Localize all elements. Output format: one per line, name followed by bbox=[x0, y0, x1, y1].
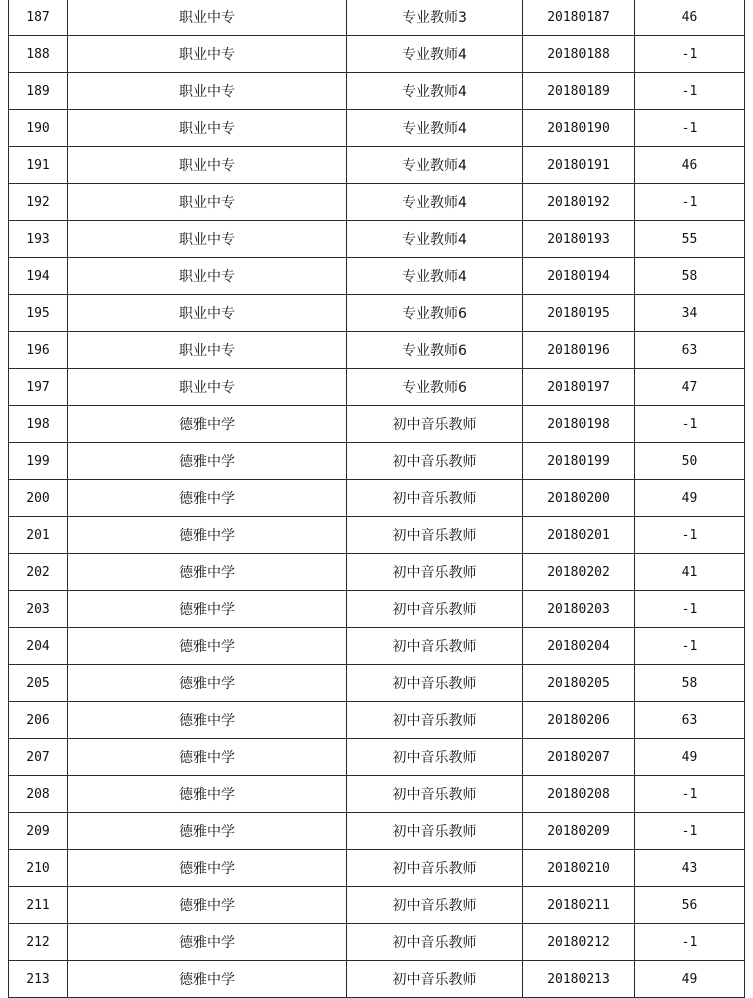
cell-position: 初中音乐教师 bbox=[347, 443, 523, 480]
cell-position: 专业教师4 bbox=[347, 73, 523, 110]
cell-row-number: 208 bbox=[9, 776, 68, 813]
cell-position: 专业教师4 bbox=[347, 221, 523, 258]
cell-score: -1 bbox=[635, 36, 745, 73]
cell-school: 德雅中学 bbox=[68, 591, 347, 628]
cell-candidate-id: 20180209 bbox=[523, 813, 635, 850]
cell-row-number: 192 bbox=[9, 184, 68, 221]
cell-row-number: 194 bbox=[9, 258, 68, 295]
cell-row-number: 195 bbox=[9, 295, 68, 332]
cell-position: 初中音乐教师 bbox=[347, 887, 523, 924]
cell-row-number: 204 bbox=[9, 628, 68, 665]
cell-candidate-id: 20180189 bbox=[523, 73, 635, 110]
cell-score: -1 bbox=[635, 628, 745, 665]
cell-school: 德雅中学 bbox=[68, 480, 347, 517]
cell-candidate-id: 20180207 bbox=[523, 739, 635, 776]
cell-score: -1 bbox=[635, 184, 745, 221]
cell-candidate-id: 20180197 bbox=[523, 369, 635, 406]
table-row bbox=[9, 776, 745, 813]
cell-position: 初中音乐教师 bbox=[347, 665, 523, 702]
table-row bbox=[9, 406, 745, 443]
table-row bbox=[9, 850, 745, 887]
results-table bbox=[8, 0, 745, 998]
cell-position: 专业教师6 bbox=[347, 369, 523, 406]
cell-row-number: 211 bbox=[9, 887, 68, 924]
cell-row-number: 197 bbox=[9, 369, 68, 406]
cell-position: 初中音乐教师 bbox=[347, 480, 523, 517]
table-row bbox=[9, 0, 745, 36]
cell-school: 德雅中学 bbox=[68, 665, 347, 702]
cell-score: 49 bbox=[635, 739, 745, 776]
cell-row-number: 210 bbox=[9, 850, 68, 887]
cell-score: -1 bbox=[635, 517, 745, 554]
table-row bbox=[9, 591, 745, 628]
cell-school: 职业中专 bbox=[68, 258, 347, 295]
cell-candidate-id: 20180211 bbox=[523, 887, 635, 924]
cell-candidate-id: 20180202 bbox=[523, 554, 635, 591]
cell-row-number: 188 bbox=[9, 36, 68, 73]
cell-position: 初中音乐教师 bbox=[347, 739, 523, 776]
cell-school: 德雅中学 bbox=[68, 702, 347, 739]
cell-score: 55 bbox=[635, 221, 745, 258]
cell-candidate-id: 20180192 bbox=[523, 184, 635, 221]
cell-score: 34 bbox=[635, 295, 745, 332]
cell-row-number: 193 bbox=[9, 221, 68, 258]
cell-row-number: 190 bbox=[9, 110, 68, 147]
cell-school: 职业中专 bbox=[68, 36, 347, 73]
cell-row-number: 202 bbox=[9, 554, 68, 591]
cell-school: 德雅中学 bbox=[68, 517, 347, 554]
cell-position: 专业教师4 bbox=[347, 36, 523, 73]
cell-school: 职业中专 bbox=[68, 295, 347, 332]
cell-candidate-id: 20180203 bbox=[523, 591, 635, 628]
cell-position: 初中音乐教师 bbox=[347, 591, 523, 628]
cell-score: 63 bbox=[635, 332, 745, 369]
cell-school: 德雅中学 bbox=[68, 813, 347, 850]
cell-candidate-id: 20180188 bbox=[523, 36, 635, 73]
cell-candidate-id: 20180194 bbox=[523, 258, 635, 295]
cell-score: 46 bbox=[635, 147, 745, 184]
cell-position: 初中音乐教师 bbox=[347, 554, 523, 591]
cell-candidate-id: 20180200 bbox=[523, 480, 635, 517]
cell-school: 德雅中学 bbox=[68, 887, 347, 924]
cell-score: -1 bbox=[635, 73, 745, 110]
cell-candidate-id: 20180187 bbox=[523, 0, 635, 36]
cell-row-number: 191 bbox=[9, 147, 68, 184]
cell-score: 58 bbox=[635, 258, 745, 295]
cell-candidate-id: 20180204 bbox=[523, 628, 635, 665]
cell-score: 58 bbox=[635, 665, 745, 702]
table-row bbox=[9, 36, 745, 73]
cell-school: 职业中专 bbox=[68, 110, 347, 147]
cell-row-number: 198 bbox=[9, 406, 68, 443]
cell-row-number: 212 bbox=[9, 924, 68, 961]
cell-candidate-id: 20180199 bbox=[523, 443, 635, 480]
cell-position: 初中音乐教师 bbox=[347, 961, 523, 998]
table-row bbox=[9, 110, 745, 147]
cell-score: 49 bbox=[635, 961, 745, 998]
cell-position: 初中音乐教师 bbox=[347, 702, 523, 739]
table-row bbox=[9, 739, 745, 776]
cell-row-number: 207 bbox=[9, 739, 68, 776]
results-table-body bbox=[9, 0, 745, 998]
cell-score: 56 bbox=[635, 887, 745, 924]
cell-candidate-id: 20180193 bbox=[523, 221, 635, 258]
cell-school: 职业中专 bbox=[68, 147, 347, 184]
cell-score: -1 bbox=[635, 406, 745, 443]
cell-school: 职业中专 bbox=[68, 369, 347, 406]
cell-candidate-id: 20180198 bbox=[523, 406, 635, 443]
table-row bbox=[9, 332, 745, 369]
cell-school: 德雅中学 bbox=[68, 850, 347, 887]
cell-candidate-id: 20180190 bbox=[523, 110, 635, 147]
cell-candidate-id: 20180205 bbox=[523, 665, 635, 702]
cell-candidate-id: 20180196 bbox=[523, 332, 635, 369]
cell-position: 初中音乐教师 bbox=[347, 776, 523, 813]
cell-school: 德雅中学 bbox=[68, 628, 347, 665]
table-row bbox=[9, 221, 745, 258]
cell-position: 初中音乐教师 bbox=[347, 924, 523, 961]
cell-position: 专业教师4 bbox=[347, 258, 523, 295]
table-row bbox=[9, 443, 745, 480]
table-row bbox=[9, 73, 745, 110]
cell-school: 德雅中学 bbox=[68, 739, 347, 776]
cell-score: 50 bbox=[635, 443, 745, 480]
cell-candidate-id: 20180212 bbox=[523, 924, 635, 961]
cell-school: 职业中专 bbox=[68, 332, 347, 369]
cell-row-number: 201 bbox=[9, 517, 68, 554]
cell-school: 德雅中学 bbox=[68, 554, 347, 591]
cell-position: 初中音乐教师 bbox=[347, 628, 523, 665]
table-row bbox=[9, 184, 745, 221]
cell-row-number: 203 bbox=[9, 591, 68, 628]
table-row bbox=[9, 961, 745, 998]
cell-score: 43 bbox=[635, 850, 745, 887]
cell-score: 46 bbox=[635, 0, 745, 36]
table-row bbox=[9, 554, 745, 591]
table-row bbox=[9, 702, 745, 739]
cell-school: 职业中专 bbox=[68, 0, 347, 36]
cell-school: 德雅中学 bbox=[68, 776, 347, 813]
cell-school: 德雅中学 bbox=[68, 961, 347, 998]
table-row bbox=[9, 924, 745, 961]
table-row bbox=[9, 295, 745, 332]
cell-candidate-id: 20180213 bbox=[523, 961, 635, 998]
cell-candidate-id: 20180208 bbox=[523, 776, 635, 813]
cell-row-number: 196 bbox=[9, 332, 68, 369]
table-row bbox=[9, 628, 745, 665]
cell-position: 初中音乐教师 bbox=[347, 517, 523, 554]
table-row bbox=[9, 147, 745, 184]
cell-row-number: 206 bbox=[9, 702, 68, 739]
cell-score: 49 bbox=[635, 480, 745, 517]
table-row bbox=[9, 813, 745, 850]
cell-score: 63 bbox=[635, 702, 745, 739]
cell-position: 初中音乐教师 bbox=[347, 406, 523, 443]
cell-school: 职业中专 bbox=[68, 221, 347, 258]
cell-score: 41 bbox=[635, 554, 745, 591]
cell-score: -1 bbox=[635, 813, 745, 850]
table-row bbox=[9, 665, 745, 702]
cell-position: 初中音乐教师 bbox=[347, 813, 523, 850]
cell-school: 德雅中学 bbox=[68, 924, 347, 961]
cell-row-number: 205 bbox=[9, 665, 68, 702]
cell-candidate-id: 20180195 bbox=[523, 295, 635, 332]
cell-position: 专业教师6 bbox=[347, 295, 523, 332]
cell-school: 德雅中学 bbox=[68, 443, 347, 480]
cell-position: 专业教师3 bbox=[347, 0, 523, 36]
cell-school: 德雅中学 bbox=[68, 406, 347, 443]
cell-position: 专业教师4 bbox=[347, 184, 523, 221]
cell-school: 职业中专 bbox=[68, 184, 347, 221]
cell-score: 47 bbox=[635, 369, 745, 406]
cell-score: -1 bbox=[635, 924, 745, 961]
cell-candidate-id: 20180201 bbox=[523, 517, 635, 554]
table-row bbox=[9, 369, 745, 406]
cell-position: 专业教师4 bbox=[347, 147, 523, 184]
cell-row-number: 199 bbox=[9, 443, 68, 480]
table-row bbox=[9, 517, 745, 554]
cell-score: -1 bbox=[635, 110, 745, 147]
cell-row-number: 200 bbox=[9, 480, 68, 517]
cell-candidate-id: 20180191 bbox=[523, 147, 635, 184]
cell-score: -1 bbox=[635, 776, 745, 813]
cell-row-number: 187 bbox=[9, 0, 68, 36]
table-row bbox=[9, 887, 745, 924]
cell-score: -1 bbox=[635, 591, 745, 628]
cell-position: 专业教师6 bbox=[347, 332, 523, 369]
cell-candidate-id: 20180210 bbox=[523, 850, 635, 887]
cell-school: 职业中专 bbox=[68, 73, 347, 110]
table-row bbox=[9, 480, 745, 517]
table-row bbox=[9, 258, 745, 295]
cell-row-number: 209 bbox=[9, 813, 68, 850]
cell-row-number: 189 bbox=[9, 73, 68, 110]
cell-row-number: 213 bbox=[9, 961, 68, 998]
cell-position: 初中音乐教师 bbox=[347, 850, 523, 887]
cell-position: 专业教师4 bbox=[347, 110, 523, 147]
cell-candidate-id: 20180206 bbox=[523, 702, 635, 739]
